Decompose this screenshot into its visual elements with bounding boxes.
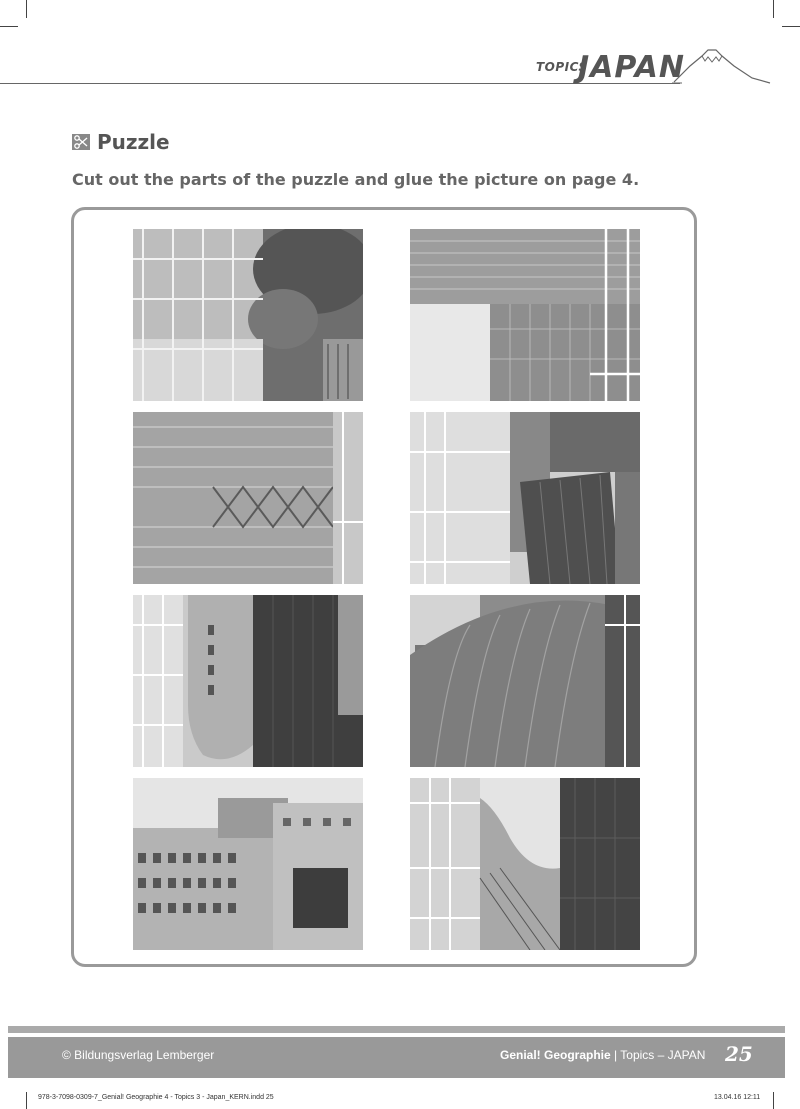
puzzle-piece-1[interactable] bbox=[133, 229, 363, 401]
footer-rule bbox=[8, 1026, 785, 1033]
crop-mark bbox=[773, 1092, 774, 1109]
crop-mark bbox=[26, 0, 27, 18]
puzzle-piece-3[interactable] bbox=[133, 412, 363, 584]
puzzle-piece-5[interactable] bbox=[133, 595, 363, 767]
page-number: 25 bbox=[725, 1042, 753, 1066]
footer-series-subtitle: | Topics – JAPAN bbox=[610, 1048, 706, 1062]
puzzle-piece-8[interactable] bbox=[410, 778, 640, 950]
crop-mark bbox=[0, 26, 18, 27]
mount-fuji-icon bbox=[672, 44, 772, 86]
crop-mark bbox=[782, 26, 800, 27]
puzzle-piece-6[interactable] bbox=[410, 595, 640, 767]
puzzle-piece-2[interactable] bbox=[410, 229, 640, 401]
section-title: Puzzle bbox=[97, 130, 170, 154]
instruction-text: Cut out the parts of the puzzle and glue the picture on page 4. bbox=[72, 170, 640, 189]
brand-japan: JAPAN bbox=[578, 50, 685, 85]
brand-topics: TOPICS bbox=[536, 60, 588, 74]
print-slug-date: 13.04.16 12:11 bbox=[714, 1094, 761, 1101]
print-slug-file: 978-3-7098-0309-7_Genial! Geographie 4 - Topics 3 - Japan_KERN.indd 25 bbox=[38, 1094, 274, 1101]
crop-mark bbox=[773, 0, 774, 18]
footer-series bbox=[500, 1048, 705, 1062]
crop-mark bbox=[26, 1092, 27, 1109]
footer-copyright: © Bildungsverlag Lemberger bbox=[62, 1048, 215, 1062]
scissors-icon bbox=[72, 134, 90, 150]
footer-series-title: Genial! Geographie bbox=[500, 1048, 611, 1062]
puzzle-piece-7[interactable] bbox=[133, 778, 363, 950]
puzzle-piece-4[interactable] bbox=[410, 412, 640, 584]
